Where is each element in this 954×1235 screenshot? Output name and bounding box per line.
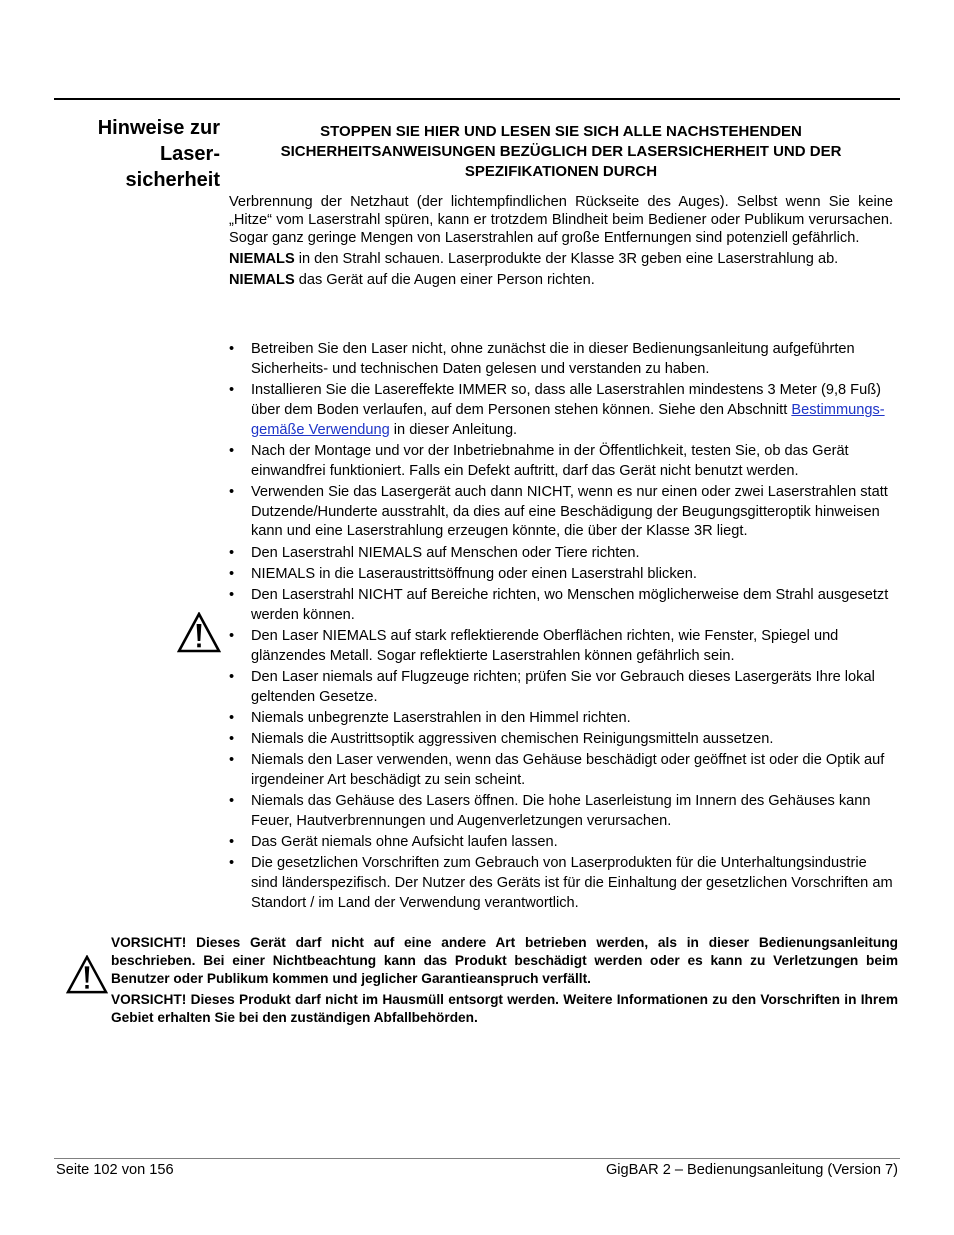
list-item: • Nach der Montage und vor der Inbetriebnahme in der Öffentlichkeit, testen Sie, ob das Gerät einwandfrei funktioniert. Falls ein Defekt auftritt, darf das Gerät nicht benutzt werden. [229, 442, 893, 482]
warning-heading-line: SICHERHEITSANWEISUNGEN BEZÜGLICH DER LASERSICHERHEIT UND DER [280, 143, 842, 160]
never-look-text: in den Strahl schauen. Laserprodukte der Klasse 3R geben eine Laserstrahlung ab. [294, 251, 839, 267]
never-keyword: NIEMALS [229, 251, 295, 267]
header-rule [54, 98, 900, 100]
list-item: • Das Gerät niemals ohne Aufsicht laufen lassen. [229, 833, 893, 853]
list-item: • Den Laser niemals auf Flugzeuge richten; prüfen Sie vor Gebrauch dieses Lasergeräts Ihre lokal geltenden Gesetze. [229, 668, 893, 708]
never-keyword: NIEMALS [229, 272, 295, 288]
warning-triangle-icon [177, 612, 221, 654]
warning-heading [229, 122, 893, 182]
never-aim-text: das Gerät auf die Augen einer Person richten. [294, 272, 595, 288]
safety-rules-list [229, 340, 893, 915]
list-item: • Die gesetzlichen Vorschriften zum Gebrauch von Laserprodukten für die Unterhaltungsindustrie sind länderspezifisch. Der Nutzer des Geräts ist für die Einhaltung der gesetzlichen Vorschriften am Standort / im Land der Verwendung verantwortlich. [229, 854, 893, 913]
list-item: • Den Laser NIEMALS auf stark reflektierende Oberflächen richten, wie Fenster, Spiegel und glänzendes Metall. Sogar reflektierte Laserstrahlen können gefährlich sein. [229, 627, 893, 667]
list-item: • Niemals den Laser verwenden, wenn das Gehäuse beschädigt oder geöffnet ist oder die Optik auf irgendeiner Art beschädigt zu sein scheint. [229, 751, 893, 791]
caution-disposal: VORSICHT! Dieses Produkt darf nicht im Hausmüll entsorgt werden. Weitere Informationen zu den Vorschriften in Ihrem Gebiet erhalten Sie bei den zuständigen Abfallbehörden. [111, 991, 898, 1025]
list-item: • Den Laserstrahl NICHT auf Bereiche richten, wo Menschen möglicherweise dem Strahl ausgesetzt werden können. [229, 586, 893, 626]
list-item: • NIEMALS in die Laseraustrittsöffnung oder einen Laserstrahl blicken. [229, 565, 893, 585]
caution-notes [111, 934, 898, 1027]
footer-rule [54, 1158, 900, 1159]
warning-heading-line: STOPPEN SIE HIER UND LESEN SIE SICH ALLE NACHSTEHENDEN [320, 123, 802, 140]
warning-heading-line: SPEZIFIKATIONEN DURCH [464, 163, 658, 180]
section-title-line: Laser- [159, 143, 220, 165]
list-item: • Den Laserstrahl NIEMALS auf Menschen oder Tiere richten. [229, 544, 893, 564]
list-item: • Betreiben Sie den Laser nicht, ohne zunächst die in dieser Bedienungsanleitung aufgeführten Sicherheits- und technischen Daten gelesen und verstanden zu haben. [229, 340, 893, 380]
list-item: • Niemals die Austrittsoptik aggressiven chemischen Reinigungsmitteln aussetzen. [229, 730, 893, 750]
list-item-text: Installieren Sie die Lasereffekte IMMER so, dass alle Laserstrahlen mindestens 3 Meter (9,8 Fuß) über dem Boden verlaufen, auf dem Personen stehen können. Siehe den Abschnitt [251, 381, 881, 418]
page-number: Seite 102 von 156 [56, 1162, 174, 1178]
intro-paragraph: Verbrennung der Netzhaut (der lichtempfindlichen Rückseite des Auges). Selbst wenn Sie keine „Hitze“ vom Laserstrahl spüren, kann er trotzdem Blindheit beim Bediener oder Publikum verursachen. Sogar ganz geringe Mengen von Laserstrahlen auf große Entfernungen sind potenziell gefährlich. [229, 194, 893, 246]
intro-text [229, 193, 893, 289]
list-item: • Verwenden Sie das Lasergerät auch dann NICHT, wenn es nur einen oder zwei Laserstrahlen statt Dutzende/Hunderte ausstrahlt, da dies auf eine Beschädigung der Beugungsgitteroptik hinweisen kann und eine Laserstrahlung erzeugen könnte, die über der Klasse 3R liegt. [229, 483, 893, 542]
warning-triangle-icon [66, 955, 108, 995]
never-look-note [229, 250, 893, 268]
caution-operation: VORSICHT! Dieses Gerät darf nicht auf eine andere Art betrieben werden, als in dieser Bedienungsanleitung beschrieben. Bei einer Nichtbeachtung kann das Produkt beschädigt werden oder es kann zu Verletzungen beim Benutzer oder Publikum kommen und jeglicher Garantieanspruch verfällt. [111, 935, 898, 987]
intended-use-link[interactable]: Bestimmungs-gemäße Verwendung [251, 401, 885, 438]
document-title: GigBAR 2 – Bedienungsanleitung (Version 7) [605, 1162, 898, 1178]
list-item-text-suffix: in dieser Anleitung. [389, 421, 518, 438]
list-item: • Niemals unbegrenzte Laserstrahlen in den Himmel richten. [229, 709, 893, 729]
list-item: • Niemals das Gehäuse des Lasers öffnen. Die hohe Laserleistung im Innern des Gehäuses kann Feuer, Hautverbrennungen und Augenverletzungen verursachen. [229, 792, 893, 832]
section-title [54, 115, 220, 193]
section-title-line: Hinweise zur [97, 117, 220, 139]
never-aim-note [229, 271, 893, 289]
list-item [229, 381, 893, 440]
section-title-line: sicherheit [125, 169, 220, 191]
